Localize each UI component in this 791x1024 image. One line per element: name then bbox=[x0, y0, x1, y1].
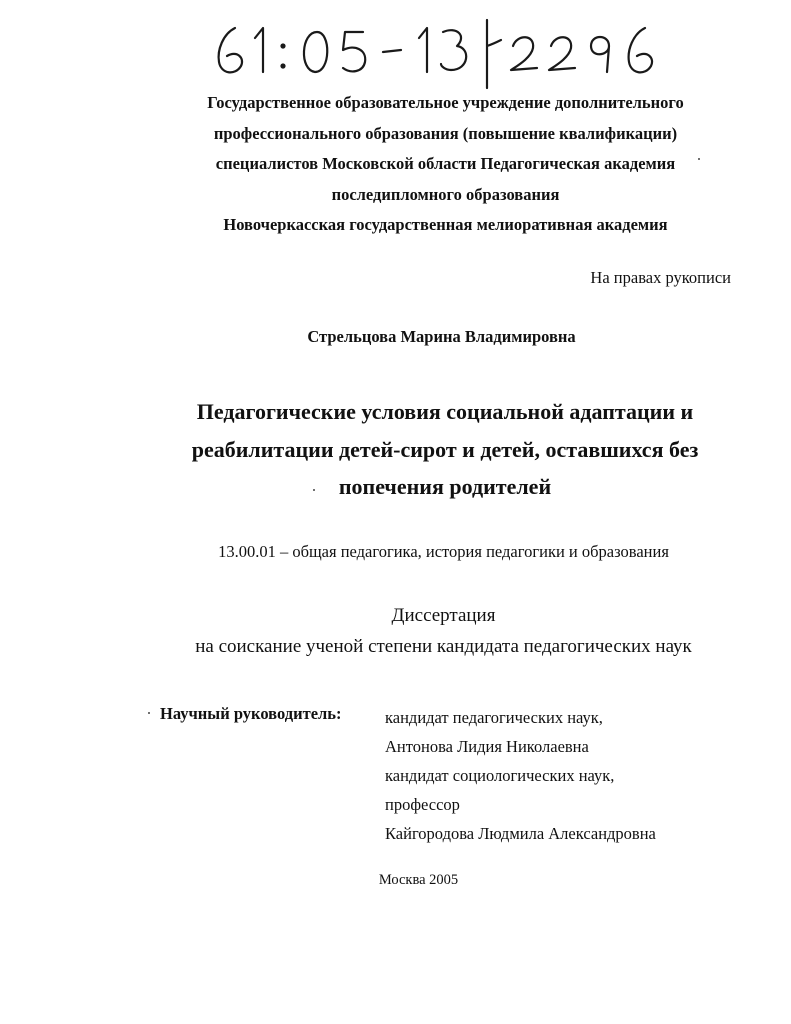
scan-speck bbox=[313, 489, 315, 491]
institution-block bbox=[140, 88, 751, 241]
title-line: реабилитации детей-сирот и детей, оставшихся без bbox=[191, 436, 699, 462]
author-name: Стрельцова Марина Владимировна bbox=[307, 327, 576, 346]
institution-line: последипломного образования bbox=[331, 184, 560, 204]
supervisor-line: кандидат педагогических наук, bbox=[385, 708, 603, 727]
scan-speck bbox=[148, 712, 150, 714]
rights-note: На правах рукописи bbox=[590, 268, 731, 287]
title-line: попечения родителей bbox=[338, 474, 552, 499]
dissertation-title bbox=[160, 393, 730, 506]
supervisor-line: Антонова Лидия Николаевна bbox=[385, 737, 589, 756]
supervisor-list bbox=[385, 703, 656, 848]
dissertation-block bbox=[0, 600, 791, 662]
dissertation-type: Диссертация bbox=[391, 605, 496, 626]
institution-line: Государственное образовательное учреждение дополнительного bbox=[207, 93, 684, 112]
title-line: Педагогические условия социальной адаптации и bbox=[196, 399, 694, 424]
handwritten-archive-number bbox=[205, 10, 675, 90]
institution-line: специалистов Московской области Педагогическая академия bbox=[215, 154, 676, 173]
supervisor-line: кандидат социологических наук, bbox=[385, 766, 615, 785]
scan-speck bbox=[698, 158, 700, 160]
supervisor-line: Кайгородова Людмила Александровна bbox=[385, 824, 656, 843]
degree-line: на соискание ученой степени кандидата педагогических наук bbox=[195, 636, 692, 657]
institution-line: профессионального образования (повышение квалификации) bbox=[213, 123, 678, 143]
specialty-code: 13.00.01 – общая педагогика, история педагогики и образования bbox=[218, 542, 669, 561]
supervisor-label: Научный руководитель: bbox=[160, 704, 342, 723]
city-year: Москва 2005 bbox=[378, 872, 459, 888]
institution-line: Новочеркасская государственная мелиоративная академия bbox=[223, 215, 668, 234]
supervisor-line: профессор bbox=[385, 795, 460, 814]
